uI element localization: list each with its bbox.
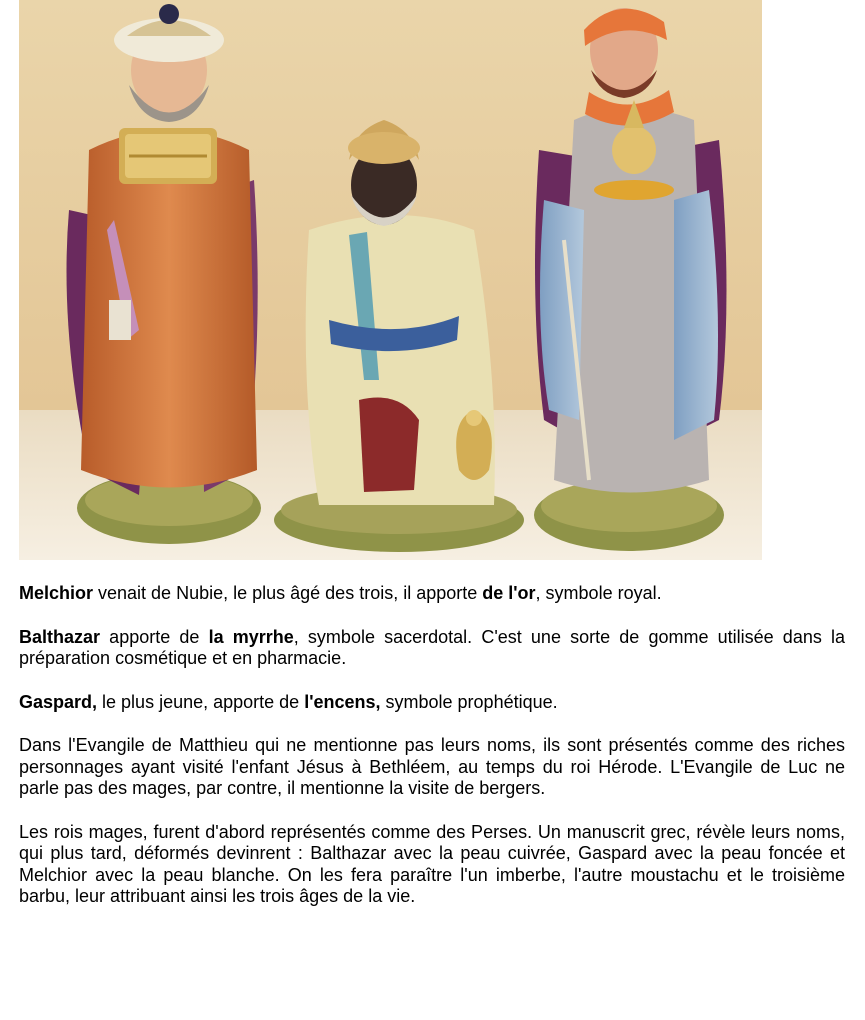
text-segment: venait de Nubie, le plus âgé des trois, il apporte xyxy=(93,583,483,603)
paragraph-matthieu xyxy=(19,735,845,800)
name-melchior: Melchior xyxy=(19,583,94,603)
paragraph-gaspard xyxy=(19,692,845,714)
text-segment: , symbole sacerdotal. C'est une sorte de gomme utilisée dans la préparation cosmétique et en pharmacie. xyxy=(19,626,846,668)
text-segment: le plus jeune, apporte de xyxy=(97,691,305,712)
text-segment: Les rois mages, furent d'abord représentés comme des Perses. Un manuscrit grec, révèle leurs noms, qui plus tard, déformés devinrent : Balthazar avec la peau cuivrée, Gaspard avec la peau foncée et Melchior avec la peau blanche. On les fera paraître l'un imberbe, l'autre moustachu et le troisième barbu, leur attribuant ainsi les trois âges de la vie. xyxy=(19,821,845,906)
paragraph-perses xyxy=(19,822,845,908)
text-segment: , symbole royal. xyxy=(535,583,662,603)
gift-incense: l'encens, xyxy=(304,691,381,712)
text-segment: Dans l'Evangile de Matthieu qui ne mentionne pas leurs noms, ils sont présentés comme des riches personnages ayant visité l'enfant Jésus à Bethléem, au temps du roi Hérode. L'Evangile de Luc ne parle pas des mages, par contre, il mentionne la visite de bergers. xyxy=(19,735,845,798)
text-segment: apporte de xyxy=(100,626,209,647)
text-segment: symbole prophétique. xyxy=(380,691,558,712)
gift-myrrh: la myrrhe xyxy=(208,626,294,647)
paragraph-balthazar xyxy=(19,627,845,670)
paragraph-melchior xyxy=(19,583,845,605)
three-kings-figurines-photo xyxy=(19,0,762,560)
name-balthazar: Balthazar xyxy=(19,626,101,647)
name-gaspard: Gaspard, xyxy=(19,691,98,712)
gift-gold: de l'or xyxy=(482,583,536,603)
article-text xyxy=(19,583,845,930)
